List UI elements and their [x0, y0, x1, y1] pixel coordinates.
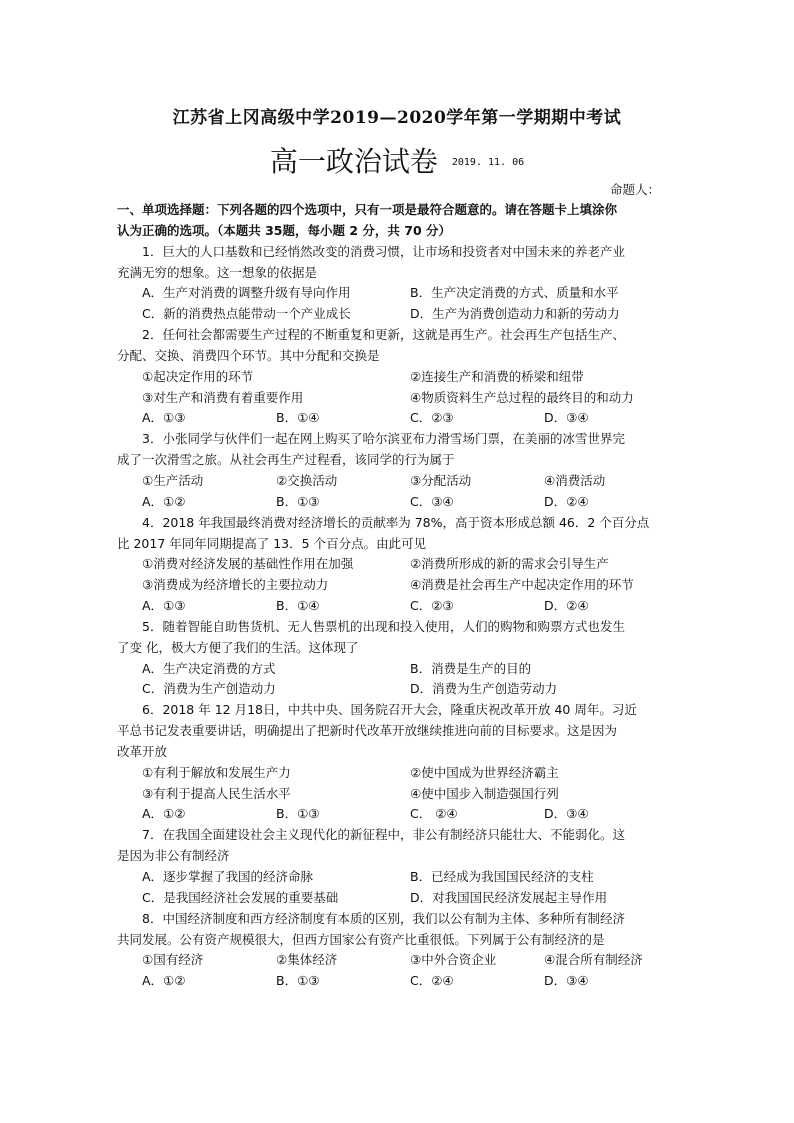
option-item: B．①③	[276, 806, 320, 822]
option-item: ④混合所有制经济	[544, 952, 643, 968]
option-item: A．①③	[142, 598, 186, 614]
option-item: B．①③	[276, 493, 320, 509]
option-item: ①国有经济	[142, 952, 204, 968]
question-6-stem-line: 6．2018 年 12 月18日，中共中央、国务院召开大会，隆重庆祝改革开放 40 周年。习近	[142, 702, 637, 718]
option-item: ③有利于提高人民生活水平	[142, 785, 291, 801]
option-item: C．消费为生产创造动力	[142, 681, 276, 697]
option-item: A．①②	[142, 973, 186, 989]
exam-subject-title: 高一政治试卷	[269, 145, 438, 178]
option-item: D．③④	[544, 806, 589, 822]
section-heading-line-2: 认为正确的选项。（本题共 35题，每小题 2 分，共 70 分）	[117, 222, 451, 238]
option-item: ①起决定作用的环节	[142, 368, 254, 384]
option-item: A．①②	[142, 493, 186, 509]
question-4-stem-line: 4．2018 年我国最终消费对经济增长的贡献率为 78%，高于资本形成总额 46．2 个百分点	[142, 514, 650, 530]
question-6-stem-line: 平总书记发表重要讲话，明确提出了把新时代改革开放继续推进向前的目标要求。这是因为	[117, 723, 618, 739]
option-item: ④物质资料生产总过程的最终目的和动力	[410, 389, 634, 405]
school-exam-title: 江苏省上冈高级中学2019—2020学年第一学期期中考试	[172, 108, 622, 128]
option-item: B．消费是生产的目的	[410, 660, 532, 676]
option-item: ①消费对经济发展的基础性作用在加强	[142, 556, 354, 572]
option-item: A．生产决定消费的方式	[142, 660, 276, 676]
question-4-stem-line: 比 2017 年同年同期提高了 13．5 个百分点。由此可见	[117, 535, 427, 551]
question-2-stem-line: 分配、交换、消费四个环节。其中分配和交换是	[117, 347, 380, 363]
option-item: ①有利于解放和发展生产力	[142, 764, 291, 780]
question-2-options-row	[117, 367, 682, 388]
question-6-options-row	[117, 804, 682, 825]
question-8-options-row	[117, 971, 682, 992]
option-item: ④消费是社会再生产中起决定作用的环节	[410, 577, 634, 593]
question-2-stem-line: 2．任何社会都需要生产过程的不断重复和更新，这就是再生产。社会再生产包括生产、	[142, 327, 625, 343]
option-item: C．②④	[410, 973, 454, 989]
option-item: A．生产对消费的调整升级有导向作用	[142, 285, 351, 301]
question-7-stem-line: 是因为非公有制经济	[117, 848, 230, 864]
option-item: C． ②④	[410, 806, 458, 822]
question-3-options-row	[117, 492, 682, 513]
option-item: D．②④	[544, 598, 589, 614]
question-3-stem-line: 3．小张同学与伙伴们一起在网上购买了哈尔滨亚布力滑雪场门票，在美丽的冰雪世界完	[142, 431, 625, 447]
question-1-options-row	[117, 304, 682, 325]
question-5-options-row	[117, 659, 682, 680]
section-heading-line-1: 一、单项选择题：下列各题的四个选项中，只有一项是最符合题意的。请在答题卡上填涂你	[117, 202, 618, 217]
option-item: D．生产为消费创造动力和新的劳动力	[410, 306, 620, 322]
option-item: ③中外合资企业	[410, 952, 497, 968]
question-6-stem-line: 改革开放	[117, 743, 168, 759]
option-item: ①生产活动	[142, 472, 204, 488]
option-item: B．①④	[276, 410, 320, 426]
option-item: D．③④	[544, 973, 589, 989]
question-7-stem-line: 7．在我国全面建设社会主义现代化的新征程中，非公有制经济只能壮大、不能弱化。这	[142, 827, 625, 843]
option-item: C．②③	[410, 598, 454, 614]
option-item: B．①④	[276, 598, 320, 614]
question-4-options-row	[117, 596, 682, 617]
option-item: ④消费活动	[544, 472, 606, 488]
option-item: C．③④	[410, 493, 454, 509]
question-1-stem-line: 充满无穷的想象。这一想象的依据是	[117, 264, 318, 280]
option-item: ②集体经济	[276, 952, 338, 968]
exam-title-row	[0, 142, 794, 182]
option-item: C．新的消费热点能带动一个产业成长	[142, 306, 351, 322]
question-6-options-row	[117, 763, 682, 784]
question-7-options-row	[117, 888, 682, 909]
option-item: ④使中国步入制造强国行列	[410, 785, 559, 801]
option-item: D．③④	[544, 410, 589, 426]
question-3-stem-line: 成了一次滑雪之旅。从社会再生产过程看，该同学的行为属于	[117, 452, 455, 468]
exam-date: 2019. 11. 06	[451, 157, 525, 168]
option-item: ②连接生产和消费的桥梁和纽带	[410, 368, 584, 384]
option-item: C．②③	[410, 410, 454, 426]
question-8-stem-line: 共同发展。公有资产规模很大，但西方国家公有资产比重很低。下列属于公有制经济的是	[117, 931, 605, 947]
option-item: ②消费所形成的新的需求会引导生产	[410, 556, 609, 572]
question-5-stem-line: 了变 化，极大方便了我们的生活。这体现了	[117, 639, 359, 655]
question-8-stem-line: 8．中国经济制度和西方经济制度有本质的区别，我们以公有制为主体、多种所有制经济	[142, 910, 625, 926]
question-1-stem-line: 1．巨大的人口基数和已经悄然改变的消费习惯，让市场和投资者对中国未来的养老产业	[142, 243, 625, 259]
option-item: ②使中国成为世界经济霸主	[410, 764, 559, 780]
question-body	[117, 200, 682, 992]
question-5-stem-line: 5．随着智能自助售货机、无人售票机的出现和投入使用，人们的购物和购票方式也发生	[142, 618, 625, 634]
question-2-options-row	[117, 388, 682, 409]
question-6-options-row	[117, 784, 682, 805]
option-item: D．②④	[544, 493, 589, 509]
author-label: 命题人：	[610, 182, 661, 197]
option-item: A．逐步掌握了我国的经济命脉	[142, 869, 314, 884]
question-4-options-row	[117, 554, 682, 575]
question-7-options-row	[117, 867, 682, 888]
question-3-options-row	[117, 471, 682, 492]
option-item: D．消费为生产创造劳动力	[410, 681, 558, 697]
option-item: ③对生产和消费有着重要作用	[142, 389, 304, 405]
option-item: ②交换活动	[276, 472, 338, 488]
question-2-options-row	[117, 408, 682, 429]
question-4-options-row	[117, 575, 682, 596]
option-item: D．对我国国民经济发展起主导作用	[410, 889, 608, 905]
option-item: B．①③	[276, 973, 320, 989]
option-item: B．生产决定消费的方式、质量和水平	[410, 285, 619, 301]
option-item: A．①③	[142, 410, 186, 426]
question-8-options-row	[117, 950, 682, 971]
option-item: B．已经成为我国国民经济的支柱	[410, 869, 594, 884]
question-1-options-row	[117, 283, 682, 304]
option-item: C．是我国经济社会发展的重要基础	[142, 889, 339, 905]
option-item: ③消费成为经济增长的主要拉动力	[142, 577, 329, 593]
question-5-options-row	[117, 679, 682, 700]
option-item: ③分配活动	[410, 472, 472, 488]
option-item: A．①②	[142, 806, 186, 822]
